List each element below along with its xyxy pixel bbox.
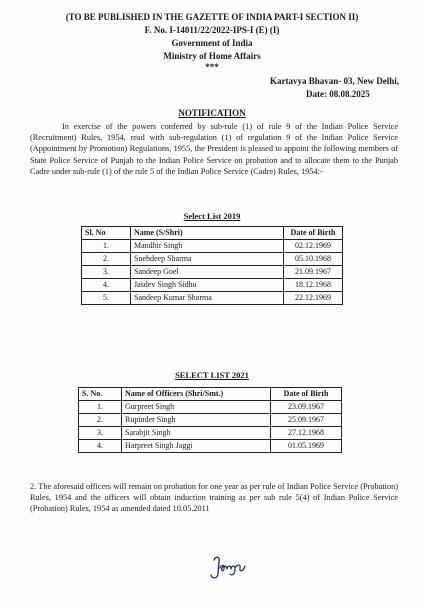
cell-name: Sandeep Goel <box>131 266 284 279</box>
column-header-dob: Date of Birth <box>271 388 342 401</box>
cell-dob: 18.12.1968 <box>284 279 343 292</box>
cell-sl-no: 4. <box>82 279 131 292</box>
date-line: Date: 08.08.2025 <box>306 89 370 99</box>
select-list-2021-table <box>78 387 342 453</box>
cell-name: Rupinder Singh <box>122 414 271 427</box>
notification-title: NOTIFICATION <box>178 108 246 118</box>
cell-name: Sarabjit Singh <box>122 427 271 440</box>
cell-dob: 21.09.1967 <box>284 266 343 279</box>
paragraph-2-text: 2. The aforesaid officers will remain on probation for one year as per rule of Indian Police Service (Probation) Rules, 1954 and the officers will obtain induction training as per sub rule 5(4) of Indian Police Service (Probation) Rules, 1954 as amended dated 10.05.2011 <box>30 482 398 514</box>
column-header-dob: Date of Birth <box>284 227 343 240</box>
column-header-name: Name (S/Shri) <box>131 227 284 240</box>
file-number: F. No. I-14011/22/2022-IPS-I (E) (I) <box>144 25 280 35</box>
table-row <box>82 292 343 305</box>
table-row <box>79 414 342 427</box>
cell-dob: 22.12.1969 <box>284 292 343 305</box>
column-header-name: Name of Officers (Shri/Smt.) <box>122 388 271 401</box>
cell-dob: 05.10.1968 <box>284 253 343 266</box>
cell-dob: 01.05.1969 <box>271 440 342 453</box>
cell-sl-no: 3. <box>82 266 131 279</box>
cell-sl-no: 1. <box>82 240 131 253</box>
column-header-sl-no: Sl. No <box>82 227 131 240</box>
cell-s-no: 3. <box>79 427 122 440</box>
table-row <box>82 266 343 279</box>
cell-dob: 27.12.1968 <box>271 427 342 440</box>
table-row <box>79 401 342 414</box>
cell-dob: 25.09.1967 <box>271 414 342 427</box>
cell-name: Mandhir Singh <box>131 240 284 253</box>
select-list-2019-title: Select List 2019 <box>183 211 241 221</box>
cell-name: Gurpreet Singh <box>122 401 271 414</box>
ministry-line: Ministry of Home Affairs <box>163 51 261 61</box>
cell-s-no: 4. <box>79 440 122 453</box>
select-list-2019-table <box>81 226 343 305</box>
cell-s-no: 1. <box>79 401 122 414</box>
cell-dob: 02.12.1969 <box>284 240 343 253</box>
signature-image <box>208 552 248 582</box>
cell-dob: 23.09.1967 <box>271 401 342 414</box>
paragraph-1-text: In exercise of the powers conferred by sub-rule (1) of rule 9 of the Indian Police Service (Recruitment) Rules, 1954, read with sub-regulation (1) of regulation 9 of the Indian Police Service (Appointment by Promotion) Regulations, 1955, the President is pleased to appoint the following members of State Police Service of Punjab to the Indian Police Service on probation and to allocate them to the Punjab Cadre under sub-rule (1) of the rule 5 of the Indian Police Service (Cadre) Rules, 1954:- <box>30 122 398 176</box>
government-line: Government of India <box>171 38 253 48</box>
table-row <box>82 279 343 292</box>
cell-name: Harpreet Singh Jaggi <box>122 440 271 453</box>
cell-name: Snehdeep Sharma <box>131 253 284 266</box>
table-row <box>82 253 343 266</box>
table-row <box>79 440 342 453</box>
gazette-line: (TO BE PUBLISHED IN THE GAZETTE OF INDIA PART-I SECTION II) <box>65 12 359 22</box>
column-header-s-no: S. No. <box>79 388 122 401</box>
table-row <box>79 427 342 440</box>
table-row <box>82 240 343 253</box>
address-line: Kartavya Bhavan- 03, New Delhi, <box>270 76 399 86</box>
table-header-row <box>79 388 342 401</box>
cell-sl-no: 2. <box>82 253 131 266</box>
table-header-row <box>82 227 343 240</box>
stars: *** <box>205 62 219 72</box>
cell-name: Jasdev Singh Sidhu <box>131 279 284 292</box>
cell-name: Sandeep Kumar Sharma <box>131 292 284 305</box>
cell-sl-no: 5. <box>82 292 131 305</box>
notification-paragraph-2 <box>30 481 398 515</box>
notification-paragraph-1 <box>30 121 398 177</box>
cell-s-no: 2. <box>79 414 122 427</box>
select-list-2021-title: SELECT LIST 2021 <box>175 370 249 380</box>
